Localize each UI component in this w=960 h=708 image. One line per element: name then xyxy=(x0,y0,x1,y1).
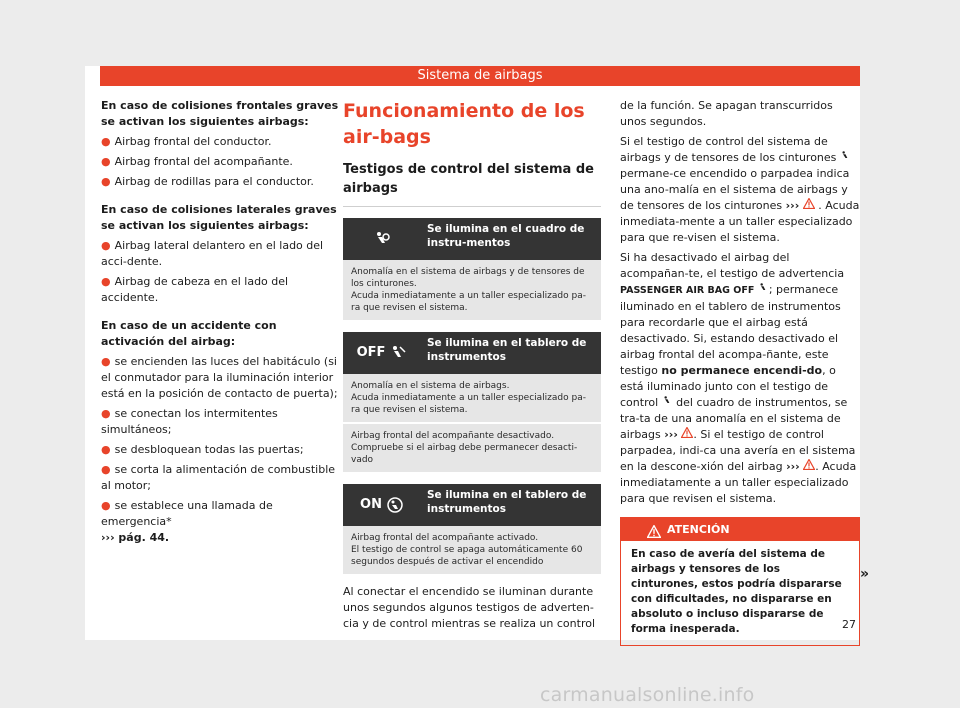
activation-heading: En caso de un accidente con activación del airbag: xyxy=(101,319,277,348)
warning-triangle-icon xyxy=(803,459,815,475)
bullet-icon: ● xyxy=(101,355,111,368)
seatbelt-airbag-icon xyxy=(758,282,769,298)
list-item: ● se conectan los intermitentes simultáneos; xyxy=(101,407,278,436)
seatbelt-airbag-icon xyxy=(662,395,673,411)
seatbelt-airbag-icon xyxy=(840,150,851,166)
bullet-icon: ● xyxy=(101,239,111,252)
section-title: Funcionamiento de los air-bags xyxy=(343,100,585,148)
warning-lamp-card xyxy=(343,484,601,574)
bullet-icon: ● xyxy=(101,175,111,188)
column-right xyxy=(620,98,860,646)
attention-body: En caso de avería del sistema de airbags y tensores de los cinturones, estos podría dispararse con dificultades, no dispararse en absoluto o incluso dispararse de forma inesperada. xyxy=(631,548,842,635)
paragraph: Si ha desactivado el airbag del acompañan-te, el testigo de advertencia PASSENGER AIR BAG OFF ; permanece iluminado en el tablero de instrumentos para recordarle que el airbag está desactivado. Si, estando desactivado el airbag frontal del acompa-ñante, este testigo no permanece encendi-do, o está iluminado junto con el testigo de control del cuadro de instrumentos, se tra-ta de una anomalía en el sistema de airbags ››› . Si el testigo de control parpadea, indi-ca una avería en el sistema en la descone-xión del airbag ››› . Acuda inmediatamente a un taller especializado para que revisen el sistema. xyxy=(620,251,857,505)
lamp-description: Anomalía en el sistema de airbags y de tensores de los cinturones. Acuda inmediatamente a un taller especializado pa-ra que revisen el sistema. xyxy=(343,260,601,320)
list-item: ● Airbag frontal del conductor. xyxy=(101,135,272,148)
section-header: Sistema de airbags xyxy=(100,66,860,86)
attention-title: ATENCIÓN xyxy=(667,523,730,536)
passenger-airbag-off-icon: OFF xyxy=(343,332,421,374)
continue-icon: » xyxy=(860,566,870,582)
lateral-heading: En caso de colisiones laterales graves se activan los siguientes airbags: xyxy=(101,203,337,232)
warning-triangle-icon xyxy=(803,198,815,214)
frontal-heading: En caso de colisiones frontales graves se activan los siguientes airbags: xyxy=(101,99,339,128)
list-item: ● Airbag de cabeza en el lado del accidente. xyxy=(101,275,289,304)
airbag-warning-icon xyxy=(343,218,421,260)
bullet-icon: ● xyxy=(101,463,111,476)
bullet-icon: ● xyxy=(101,135,111,148)
page-reference-link[interactable]: ››› pág. 44. xyxy=(101,531,170,544)
section-subtitle: Testigos de control del sistema de airbags xyxy=(343,160,601,207)
lamp-title: Se ilumina en el tablero de instrumentos xyxy=(427,489,587,515)
passenger-airbag-off-label: PASSENGER AIR BAG OFF xyxy=(620,285,755,296)
list-item: ● Airbag frontal del acompañante. xyxy=(101,155,293,168)
column-middle xyxy=(343,98,601,636)
warning-lamp-card xyxy=(343,218,601,320)
page-number: 27 xyxy=(842,618,856,631)
bullet-icon: ● xyxy=(101,407,111,420)
lamp-title: Se ilumina en el cuadro de instru-mentos xyxy=(427,223,585,249)
lamp-description: Airbag frontal del acompañante desactivado. Compruebe si el airbag debe permanecer desacti-vado xyxy=(343,422,601,472)
list-item: ● Airbag lateral delantero en el lado del acci-dente. xyxy=(101,239,324,268)
lamp-description: Anomalía en el sistema de airbags. Acuda inmediatamente a un taller especializado pa-ra que revisen el sistema. xyxy=(343,374,601,422)
list-item: ● se desbloquean todas las puertas; xyxy=(101,443,304,456)
watermark: carmanualsonline.info xyxy=(540,684,755,706)
lamp-description: Airbag frontal del acompañante activado. El testigo de control se apaga automáticamente 60 segundos después de activar el encendido xyxy=(343,526,601,574)
bullet-icon: ● xyxy=(101,155,111,168)
warning-triangle-icon xyxy=(647,523,661,546)
passenger-airbag-on-icon: ON xyxy=(343,484,421,526)
paragraph: de la función. Se apagan transcurridos unos segundos. xyxy=(620,99,833,128)
list-item: ● se encienden las luces del habitáculo (si el conmutador para la iluminación interior está en la posición de contacto de puerta); xyxy=(101,355,338,400)
warning-lamp-card xyxy=(343,332,601,472)
bullet-icon: ● xyxy=(101,499,111,512)
warning-triangle-icon xyxy=(681,427,693,443)
paragraph: Si el testigo de control del sistema de airbags y de tensores de los cinturones permane-ce encendido o parpadea indica una ano-malía en el sistema de airbags y de tensores de los cinturones ››› . Acuda inmediata-mente a un taller especializado para que re-visen el sistema. xyxy=(620,135,860,244)
list-item: ● se establece una llamada de emergencia* ››› pág. 44. xyxy=(101,499,273,544)
column-left xyxy=(101,98,339,550)
list-item: ● Airbag de rodillas para el conductor. xyxy=(101,175,314,188)
bullet-icon: ● xyxy=(101,275,111,288)
closing-paragraph: Al conectar el encendido se iluminan durante unos segundos algunos testigos de adverten-cia y de control mientras se realiza un control xyxy=(343,585,596,630)
attention-box xyxy=(620,517,860,646)
lamp-title: Se ilumina en el tablero de instrumentos xyxy=(427,337,587,363)
bullet-icon: ● xyxy=(101,443,111,456)
list-item: ● se corta la alimentación de combustible al motor; xyxy=(101,463,336,492)
